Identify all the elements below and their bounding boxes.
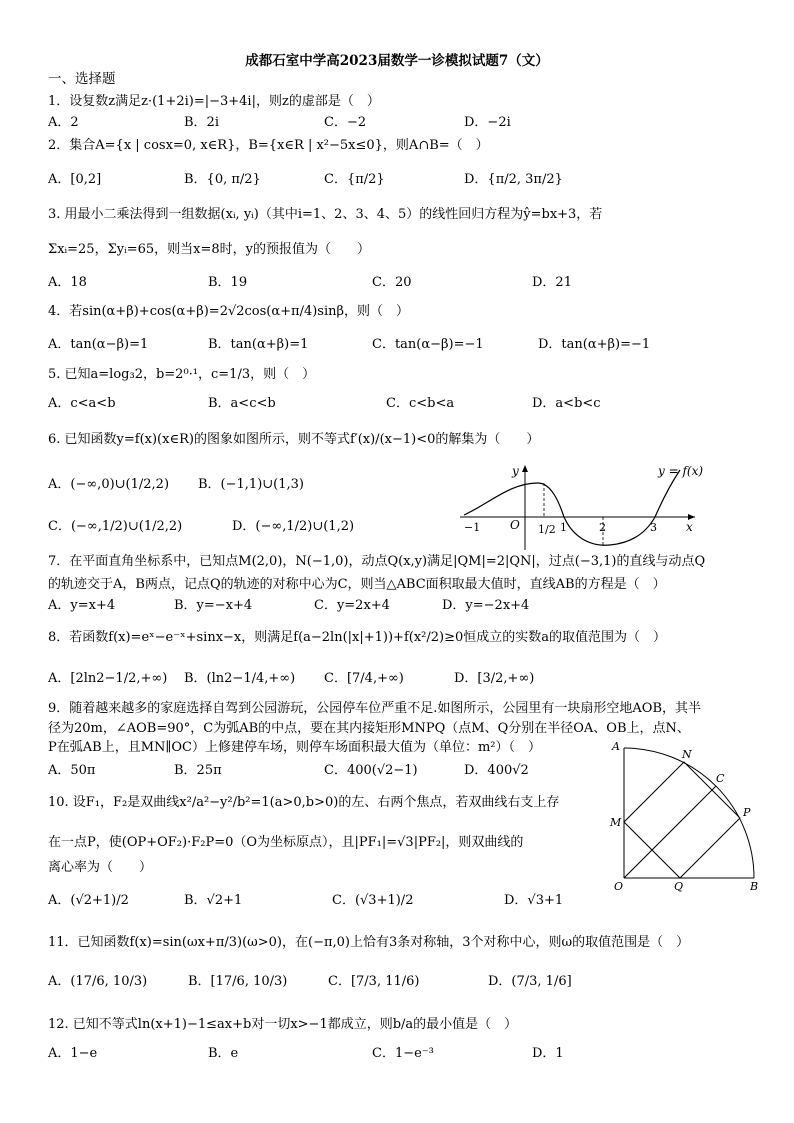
option-d: D．√3+1 — [504, 893, 564, 908]
option-b: B．[17/6, 10/3) — [188, 974, 288, 989]
question-9-stem: 9．随着越来越多的家庭选择自驾到公园游玩，公园停车位严重不足.如图所示，公园里有一块扇形空地AOB，其半 — [48, 701, 702, 716]
option-c: C．20 — [372, 275, 412, 290]
option-b: B．2i — [184, 115, 219, 130]
question-9-stem-cont: 径为20m，∠AOB=90°，C为弧AB的中点，要在其内接矩形MNPQ（点M、Q分别在半径OA、OB上，点N、 — [48, 721, 690, 736]
function-graph-figure — [450, 455, 710, 555]
label-c: C — [716, 772, 725, 785]
option-a: A．(−∞,0)∪(1/2,2) — [48, 477, 170, 492]
section-heading: 一、选择题 — [48, 71, 116, 87]
option-a: A．(17/6, 10/3) — [48, 974, 148, 989]
y-axis-label: y — [512, 464, 519, 478]
option-b: B．{0, π/2} — [184, 172, 261, 187]
question-11-stem: 11．已知函数f(x)=sin(ωx+π/3)(ω>0)，在(−π,0)上恰有3条对称轴，3个对称中心，则ω的取值范围是（ ） — [48, 935, 690, 950]
option-a: A．y=x+4 — [48, 598, 116, 613]
label-b: B — [750, 880, 759, 893]
option-b: B．(−1,1)∪(1,3) — [198, 477, 304, 492]
page-title: 成都石室中学高2023届数学一诊模拟试题7（文） — [245, 53, 549, 69]
label-m: M — [610, 816, 622, 829]
option-b: B．a<c<b — [208, 396, 276, 411]
option-d: D．21 — [532, 275, 572, 290]
option-c: C．[7/3, 11/6) — [328, 974, 420, 989]
option-b: B．y=−x+4 — [174, 598, 253, 613]
option-b: B．e — [208, 1046, 239, 1061]
tick-three: 3 — [650, 521, 657, 534]
segment-oc — [624, 786, 716, 878]
option-a: A．[0,2] — [48, 172, 102, 187]
option-d: D．400√2 — [464, 763, 529, 778]
option-d: D．[3/2,+∞) — [454, 671, 535, 686]
option-a: A．1−e — [48, 1046, 98, 1061]
x-axis-label: x — [686, 520, 693, 534]
origin-label: O — [510, 518, 520, 532]
label-a: A — [612, 740, 620, 753]
option-b: B．tan(α+β)=1 — [208, 337, 309, 352]
option-d: D．tan(α+β)=−1 — [538, 337, 651, 352]
option-d: D．a<b<c — [532, 396, 601, 411]
tick-half: 1/2 — [538, 523, 556, 536]
option-b: B．25π — [174, 763, 222, 778]
option-c: C．−2 — [324, 115, 367, 130]
question-3-stem-cont: Σxᵢ=25，Σyᵢ=65，则当x=8时，y的预报值为（ ） — [48, 242, 370, 257]
option-a: A．18 — [48, 275, 87, 290]
option-c: C．c<b<a — [386, 396, 455, 411]
question-5-stem: 5. 已知a=log₃2，b=2⁰·¹，c=1/3，则（ ） — [48, 367, 316, 382]
option-a: A．[2ln2−1/2,+∞) — [48, 671, 168, 686]
tick-two: 2 — [599, 521, 606, 534]
option-b: B．√2+1 — [184, 893, 243, 908]
question-1-stem: 1．设复数z满足z·(1+2i)=|−3+4i|，则z的虚部是（ ） — [48, 94, 380, 109]
option-c: C．(−∞,1/2)∪(1/2,2) — [48, 519, 183, 534]
question-4-stem: 4．若sin(α+β)+cos(α+β)=2√2cos(α+π/4)sinβ，则（ ） — [48, 304, 410, 319]
y-axis-arrow-icon — [522, 465, 528, 472]
question-2-stem: 2．集合A={x | cosx=0, x∈R}，B={x∈R | x²−5x≤0}，则A∩B=（ ） — [48, 138, 489, 153]
label-n: N — [682, 748, 692, 761]
label-q: Q — [674, 880, 684, 893]
option-a: A．50π — [48, 763, 96, 778]
label-p: P — [743, 806, 751, 819]
option-c: C．[7/4,+∞) — [324, 671, 404, 686]
question-7-stem-cont: 的轨迹交于A，B两点，记点Q的轨迹的对称中心为C，则当△ABC面积取最大值时，直线AB的方程是（ ） — [48, 577, 666, 592]
question-10-stem: 10. 设F₁，F₂是双曲线x²/a²−y²/b²=1(a>0,b>0)的左、右两个焦点，若双曲线右支上存 — [48, 795, 560, 810]
sector-figure — [604, 738, 774, 894]
option-c: C．tan(α−β)=−1 — [372, 337, 484, 352]
label-o: O — [614, 880, 624, 893]
option-c: C．y=2x+4 — [314, 598, 390, 613]
question-10-stem-cont2: 离心率为（ ） — [48, 860, 153, 875]
option-a: A．c<a<b — [48, 396, 116, 411]
curve-label: y = f(x) — [658, 464, 704, 478]
question-3-stem: 3. 用最小二乘法得到一组数据(xᵢ, yᵢ)（其中i=1、2、3、4、5）的线性回归方程为ŷ=bx+3，若 — [48, 207, 603, 222]
question-7-stem: 7．在平面直角坐标系中，已知点M(2,0)，N(−1,0)，动点Q(x,y)满足|QM|=2|QN|，过点(−3,1)的直线与动点Q — [48, 554, 706, 569]
option-a: A．2 — [48, 115, 79, 130]
option-c: C．(√3+1)/2 — [332, 893, 414, 908]
option-d: D．y=−2x+4 — [442, 598, 530, 613]
option-b: B．19 — [208, 275, 248, 290]
option-c: C．400(√2−1) — [324, 763, 418, 778]
option-a: A．tan(α−β)=1 — [48, 337, 149, 352]
question-6-stem: 6. 已知函数y=f(x)(x∈R)的图象如图所示，则不等式f′(x)/(x−1)<0的解集为（ ） — [48, 432, 540, 447]
question-10-stem-cont: 在一点P，使(OP+OF₂)·F₂P=0（O为坐标原点），且|PF₁|=√3|PF₂|，则双曲线的 — [48, 835, 524, 850]
option-c: C．{π/2} — [324, 172, 385, 187]
option-d: D．−2i — [464, 115, 511, 130]
option-b: B．(ln2−1/4,+∞) — [184, 671, 296, 686]
option-d: D．(−∞,1/2)∪(1,2) — [232, 519, 355, 534]
question-8-stem: 8．若函数f(x)=eˣ−e⁻ˣ+sinx−x，则满足f(a−2ln(|x|+1))+f(x²/2)≥0恒成立的实数a的取值范围为（ ） — [48, 630, 667, 645]
tick-one: 1 — [560, 521, 567, 534]
tick-minus-one: −1 — [464, 521, 481, 534]
question-12-stem: 12. 已知不等式ln(x+1)−1≤ax+b对一切x>−1都成立，则b/a的最小值是（ ） — [48, 1017, 518, 1032]
option-c: C．1−e⁻³ — [372, 1046, 434, 1061]
option-d: D．{π/2, 3π/2} — [464, 172, 563, 187]
question-9-stem-cont2: P在弧AB上，且MN∥OC）上修建停车场，则停车场面积最大值为（单位：m²）（ ） — [48, 740, 542, 755]
option-d: D．1 — [532, 1046, 564, 1061]
option-d: D．(7/3, 1/6] — [488, 974, 572, 989]
function-curve — [464, 470, 680, 545]
option-a: A．(√2+1)/2 — [48, 893, 129, 908]
